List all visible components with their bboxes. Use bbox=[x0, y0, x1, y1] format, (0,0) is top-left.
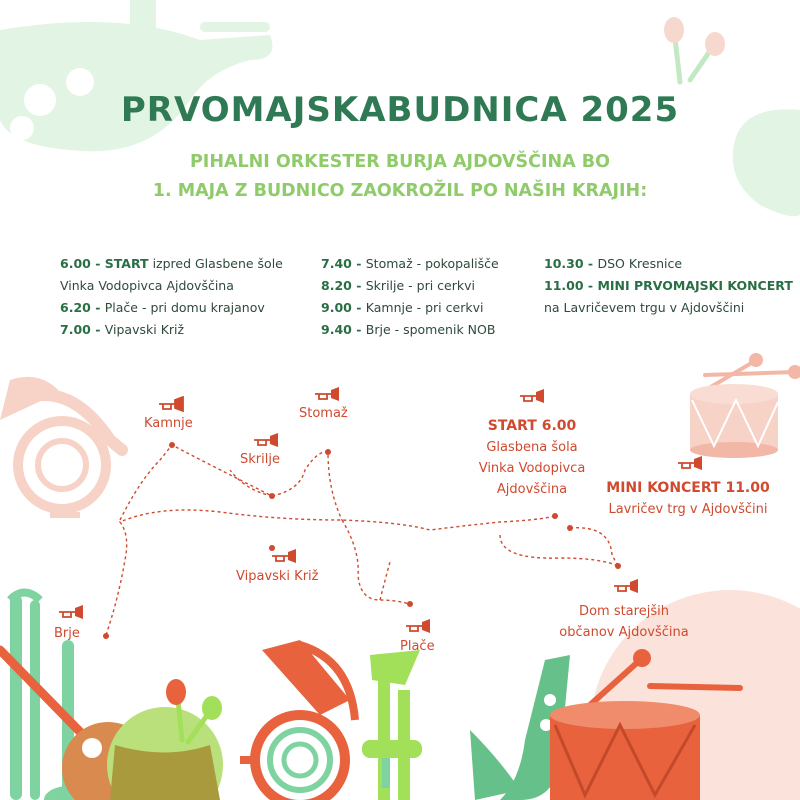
start-line-2: Vinka Vodopivca bbox=[478, 461, 586, 476]
schedule-event: START bbox=[104, 256, 149, 271]
schedule-row bbox=[544, 297, 793, 319]
french-horn-icon bbox=[0, 377, 122, 515]
schedule-row: 10.30 - DSO Kresnice bbox=[544, 256, 683, 271]
start-line-3: Ajdovščina bbox=[496, 482, 568, 497]
schedule-row: 6.00 - START izpred Glasbene šole bbox=[60, 256, 283, 271]
trumpet-icon bbox=[362, 650, 422, 800]
schedule-place: Stomaž - pokopališče bbox=[365, 256, 499, 271]
page-title: PRVOMAJSKABUDNICA 2025 bbox=[120, 90, 680, 130]
trumpet-icon bbox=[313, 386, 341, 402]
trumpet-icon bbox=[57, 604, 85, 620]
start-line-1: Glasbena šola bbox=[486, 440, 578, 455]
schedule-place: na Lavričevem trgu v Ajdovščini bbox=[544, 300, 745, 315]
schedule-place: Brje - spomenik NOB bbox=[365, 322, 496, 337]
trumpet-icon bbox=[252, 432, 280, 448]
schedule-time: 11.00 bbox=[544, 278, 584, 293]
trumpet-icon bbox=[518, 388, 546, 404]
schedule-time: 9.40 bbox=[321, 322, 352, 337]
schedule-place: Plače - pri domu krajanov bbox=[104, 300, 265, 315]
trumpet-icon bbox=[676, 455, 704, 471]
schedule-row: 7.40 - Stomaž - pokopališče bbox=[321, 256, 499, 271]
schedule-row bbox=[60, 275, 283, 297]
subtitle-line-2: 1. MAJA Z BUDNICO ZAOKROŽIL PO NAŠIH KRAJIH: bbox=[152, 181, 648, 201]
map-label-koncert bbox=[606, 478, 769, 520]
dom-line-2: občanov Ajdovščina bbox=[559, 625, 689, 640]
schedule-row: 7.00 - Vipavski Križ bbox=[60, 322, 185, 337]
map-label-stomaz: Stomaž bbox=[299, 406, 348, 421]
schedule-time: 10.30 bbox=[544, 256, 584, 271]
map-label-kamnje: Kamnje bbox=[144, 416, 193, 431]
trumpet-icon bbox=[270, 548, 298, 564]
schedule-time: 8.20 bbox=[321, 278, 352, 293]
map-label-dom bbox=[559, 601, 688, 643]
schedule-place: Vipavski Križ bbox=[104, 322, 185, 337]
schedule-column-1 bbox=[60, 253, 283, 341]
schedule-time: 9.00 bbox=[321, 300, 352, 315]
dom-line-1: Dom starejših bbox=[579, 604, 669, 619]
map-label-place: Plače bbox=[400, 639, 435, 654]
schedule-event: MINI PRVOMAJSKI KONCERT bbox=[597, 278, 793, 293]
schedule-row: 9.00 - Kamnje - pri cerkvi bbox=[321, 300, 484, 315]
koncert-title: MINI KONCERT 11.00 bbox=[606, 480, 770, 496]
start-title: START 6.00 bbox=[487, 418, 577, 434]
schedule-place: Skrilje - pri cerkvi bbox=[365, 278, 475, 293]
drum-icon bbox=[690, 353, 800, 458]
trumpet-icon bbox=[157, 396, 185, 412]
map-label-skrilje: Skrilje bbox=[240, 452, 280, 467]
schedule-time: 7.40 bbox=[321, 256, 352, 271]
schedule-row: 8.20 - Skrilje - pri cerkvi bbox=[321, 278, 475, 293]
schedule-place: izpred Glasbene šole bbox=[152, 256, 283, 271]
maracas-icon bbox=[664, 17, 725, 82]
schedule-row: 11.00 - MINI PRVOMAJSKI KONCERT bbox=[544, 278, 793, 293]
trumpet-icon bbox=[612, 578, 640, 594]
schedule-column-3 bbox=[544, 253, 793, 319]
schedule-place: DSO Kresnice bbox=[597, 256, 683, 271]
schedule-row: 9.40 - Brje - spomenik NOB bbox=[321, 322, 496, 337]
map-label-vipavski-kriz: Vipavski Križ bbox=[236, 569, 319, 584]
schedule-time: 6.00 bbox=[60, 256, 91, 271]
schedule-column-2 bbox=[321, 253, 499, 341]
schedule-row: 6.20 - Plače - pri domu krajanov bbox=[60, 300, 265, 315]
map-label-brje: Brje bbox=[54, 626, 80, 641]
koncert-line: Lavričev trg v Ajdovščini bbox=[608, 502, 768, 517]
schedule-place: Vinka Vodopivca Ajdovščina bbox=[60, 278, 234, 293]
map-label-start bbox=[479, 416, 586, 500]
trumpet-icon bbox=[404, 618, 432, 634]
subtitle-line-1: PIHALNI ORKESTER BURJA AJDOVŠČINA BO bbox=[189, 152, 611, 172]
schedule-time: 7.00 bbox=[60, 322, 91, 337]
french-horn-icon bbox=[240, 640, 355, 800]
schedule-time: 6.20 bbox=[60, 300, 91, 315]
schedule-place: Kamnje - pri cerkvi bbox=[365, 300, 484, 315]
